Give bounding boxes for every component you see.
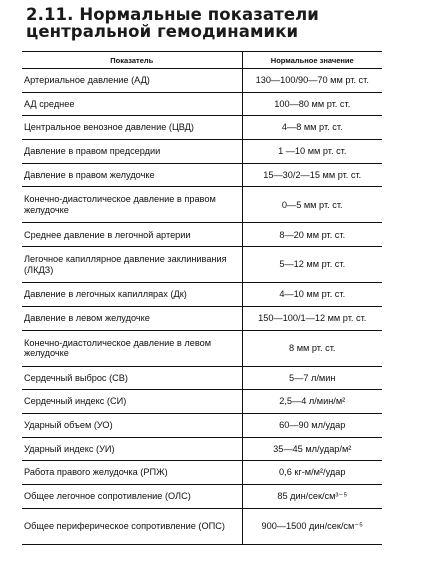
table-row [22,484,382,508]
table-row [22,92,382,116]
value-cell: 8 мм рт. ст. [242,330,382,366]
table-row [22,437,382,461]
value-cell: 4—10 мм рт. ст. [242,283,382,307]
column-header-normal-value: Нормальное значение [242,52,382,69]
table-row [22,366,382,390]
value-cell: 130—100/90—70 мм рт. ст. [242,69,382,93]
value-cell: 60—90 мл/удар [242,413,382,437]
table-row [22,283,382,307]
table-row [22,223,382,247]
value-cell: 150—100/1—12 мм рт. ст. [242,306,382,330]
parameter-cell: Работа правого желудочка (РПЖ) [22,461,242,485]
parameter-cell: Ударный объем (УО) [22,413,242,437]
value-cell: 0,6 кг-м/м²/удар [242,461,382,485]
parameter-cell: Общее периферическое сопротивление (ОПС) [22,508,242,544]
parameter-cell: Давление в легочных капиллярах (Дк) [22,283,242,307]
value-cell: 35—45 мл/удар/м² [242,437,382,461]
table-row [22,413,382,437]
value-cell: 15—30/2—15 мм рт. ст. [242,163,382,187]
value-cell: 1 —10 мм рт. ст. [242,140,382,164]
table-row [22,330,382,366]
table-row [22,116,382,140]
value-cell: 5—12 мм рт. ст. [242,247,382,283]
hemodynamics-table [22,51,382,545]
value-cell: 5—7 л/мин [242,366,382,390]
table-row [22,187,382,223]
parameter-cell: Среднее давление в легочной артерии [22,223,242,247]
parameter-cell: Конечно-диастолическое давление в левом желудочке [22,330,242,366]
parameter-cell: Сердечный индекс (СИ) [22,390,242,414]
parameter-cell: АД среднее [22,92,242,116]
parameter-cell: Легочное капиллярное давление заклинивания (ЛКДЗ) [22,247,242,283]
value-cell: 100—80 мм рт. ст. [242,92,382,116]
parameter-cell: Ударный индекс (УИ) [22,437,242,461]
table-header-row [22,52,382,69]
parameter-cell: Сердечный выброс (СВ) [22,366,242,390]
table-row [22,306,382,330]
section-title-line-2: центральной гемодинамики [26,22,299,41]
table-row [22,508,382,544]
parameter-cell: Общее легочное сопротивление (ОЛС) [22,484,242,508]
parameter-cell: Давление в правом желудочке [22,163,242,187]
value-cell: 8—20 мм рт. ст. [242,223,382,247]
section-title [26,6,418,40]
table-row [22,247,382,283]
table-row [22,140,382,164]
table-row [22,461,382,485]
value-cell: 85 дин/сек/см³⁻⁵ [242,484,382,508]
parameter-cell: Центральное венозное давление (ЦВД) [22,116,242,140]
column-header-parameter: Показатель [22,52,242,69]
parameter-cell: Давление в правом предсердии [22,140,242,164]
table-row [22,390,382,414]
parameter-cell: Давление в левом желудочке [22,306,242,330]
section-title-line-1: 2.11. Нормальные показатели [26,5,319,24]
value-cell: 2,5—4 л/мин/м² [242,390,382,414]
value-cell: 900—1500 дин/сек/см⁻⁵ [242,508,382,544]
parameter-cell: Конечно-диастолическое давление в правом желудочке [22,187,242,223]
table-row [22,163,382,187]
table-row [22,69,382,93]
value-cell: 4—8 мм рт. ст. [242,116,382,140]
value-cell: 0—5 мм рт. ст. [242,187,382,223]
parameter-cell: Артериальное давление (АД) [22,69,242,93]
